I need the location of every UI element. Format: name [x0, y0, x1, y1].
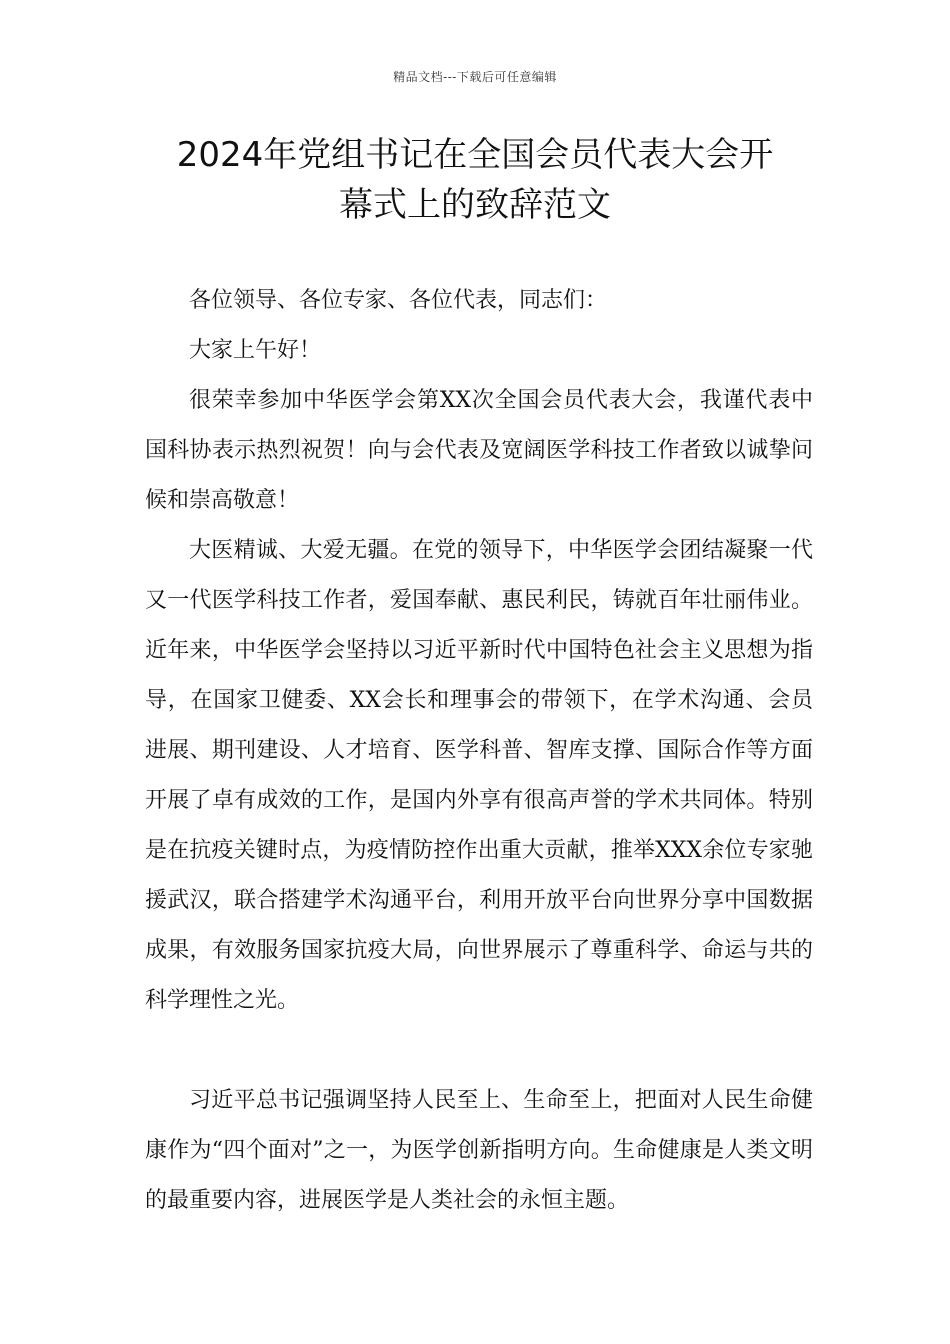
paragraph-gap	[145, 1026, 813, 1076]
document-body	[145, 276, 813, 1226]
paragraph-achievements: 大医精诚、大爱无疆。在党的领导下，中华医学会团结凝聚一代又一代医学科技工作者，爱国奉献、惠民利民，铸就百年壮丽伟业。近年来，中华医学会坚持以习近平新时代中国特色社会主义思想为指导，在国家卫健委、XX会长和理事会的带领下，在学术沟通、会员进展、期刊建设、人才培育、医学科普、智库支撑、国际合作等方面开展了卓有成效的工作，是国内外享有很高声誉的学术共同体。特别是在抗疫关键时点，为疫情防控作出重大贡献，推举XXX余位专家驰援武汉，联合搭建学术沟通平台，利用开放平台向世界分享中国数据成果，有效服务国家抗疫大局，向世界展示了尊重科学、命运与共的科学理性之光。	[145, 538, 813, 1013]
title-line-1: 2024年党组书记在全国会员代表大会开	[176, 135, 774, 175]
greeting: 大家上午好！	[189, 338, 322, 363]
paragraph-congratulations: 很荣幸参加中华医学会第XX次全国会员代表大会，我谨代表中国科协表示热烈祝贺！向与会代表及宽阔医学科技工作者致以诚挚问候和崇高敬意！	[145, 388, 813, 513]
paragraph-health: 习近平总书记强调坚持人民至上、生命至上，把面对人民生命健康作为“四个面对”之一，为医学创新指明方向。生命健康是人类文明的最重要内容，进展医学是人类社会的永恒主题。	[145, 1088, 813, 1213]
header-note: 精品文档---下载后可任意编辑	[393, 70, 557, 84]
title-line-2: 幕式上的致辞范文	[339, 185, 611, 225]
document-title	[130, 130, 820, 230]
salutation: 各位领导、各位专家、各位代表，同志们：	[189, 288, 608, 313]
